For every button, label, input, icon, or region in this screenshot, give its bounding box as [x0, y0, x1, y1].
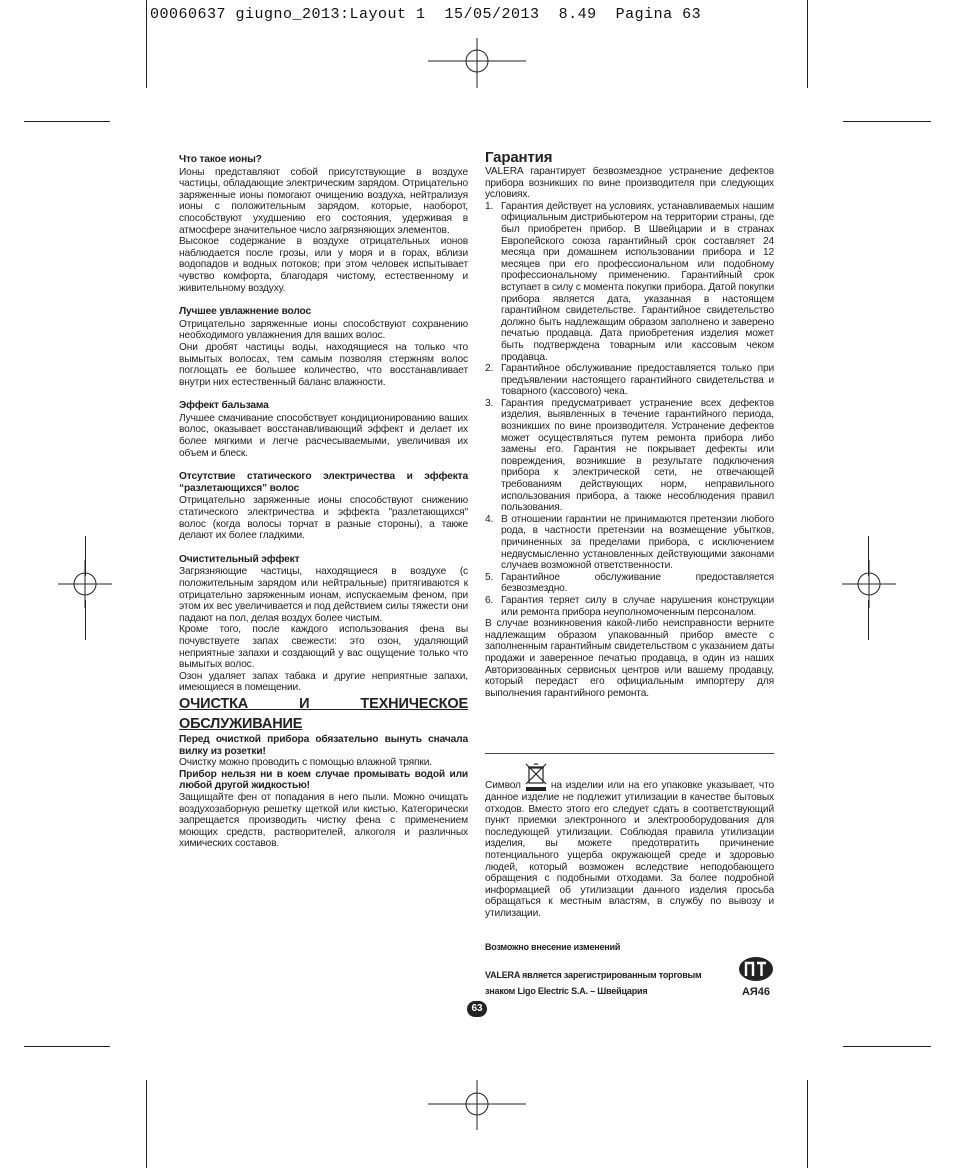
- paragraph: Очистку можно проводить с помощью влажной тряпки.: [179, 757, 432, 769]
- trademark-line: знаком Ligo Electric S.A. – Швейцария: [485, 986, 648, 996]
- paragraph: Кроме того, после каждого использования фена вы почувствуете запах свежести: это озон, удаляющий неприятные запахи и создающий у вас ощущение только что вымытых волос.: [179, 624, 468, 671]
- section-heading: Очистительный эффект: [179, 553, 300, 565]
- list-item: 1. Гарантия действует на условиях, устанавливаемых нашим официальным дистрибьютером на территории страны, где был приобретен прибор. В Швейцарии и в странах Европейского союза гарантийный срок составляет 24 месяца при домашнем использовании прибора и 12 месяцев при его профессиональном или подобному профессиональному применению. Гарантийный срок вступает в силу с момента покупки прибора. Датой покупки прибора является дата, указанная в настоящем гарантийном свидетельстве. Гарантийное свидетельство должно быть надлежащим образом заполнено и заверено печатью продавца. Дата приобретения изделия может быть подтверждена товарным или кассовым чеком продавца.: [485, 200, 775, 363]
- left-column: [179, 154, 468, 850]
- crossed-bin-icon: [524, 762, 548, 792]
- right-column: [485, 150, 774, 699]
- paragraph: Они дробят частицы воды, находящиеся на только что вымытых волосах, тем самым позволяя стержням волос поглощать ее большее количество, что восстанавливает внутри них естественный баланс влажности.: [179, 341, 468, 388]
- registration-mark-icon: [58, 560, 112, 608]
- disposal-notice: Символ на изделии или на его упаковке указывает, что данное изделие не подлежит утилизации в качестве бытовых отходов. Вместо этого его следует сдать в соответствующий пункт приемки электронного и электрооборудования для последующей утилизации. Соблюдая правила утилизации изделия, вы можете предотвратить причинение потенциального ущерба окружающей среде и здоровью людей, который возможен вследствие неподобающего обращения с подобными отходами. За более подробной информацией об утилизации данного изделия просьба обращаться к местным властям, в службу по вывозу и утилизации.: [485, 762, 774, 920]
- list-item: 3. Гарантия предусматривает устранение всех дефектов изделия, выявленных в течение гарантийного периода, возникших по вине производителя. Устранение дефектов может осуществляться путем ремонта прибора либо замены его. Гарантия не покрывает дефекты или повреждения, возникшие в результате подключения прибора к электрической сети, не отвечающей требованиям действующих норм, неправильного использования прибора, а также несоблюдения правил пользования.: [485, 397, 774, 514]
- section-heading: Отсутствие статического электричества и эффекта “разлетающихся” волос: [179, 471, 468, 494]
- divider: [485, 753, 774, 754]
- crop-mark: [807, 0, 808, 88]
- warning-text: Перед очисткой прибора обязательно вынуть сначала вилку из розетки!: [179, 733, 468, 757]
- paragraph: Лучшее смачивание способствует кондиционированию ваших волос, оказывает восстанавливающий эффект и делает их более мягкими и легче расчесываемыми, увеличивая их объем и блеск.: [179, 412, 468, 459]
- warning-text: Прибор нельзя ни в коем случае промывать водой или любой другой жидкостью!: [179, 768, 468, 792]
- paragraph: Отрицательно заряженные ионы способствуют снижению статического электричества и эффекта "разлетающихся" волос (когда волосы торчат в разные стороны), а также делают их более гладкими.: [179, 495, 468, 542]
- list-item: 5. Гарантийное обслуживание предоставляется безвозмездно.: [485, 571, 774, 595]
- warranty-intro: VALERA гарантирует безвозмездное устранение дефектов прибора возникших по вине производителя при следующих условиях.: [485, 166, 774, 201]
- certification-mark: [738, 956, 774, 998]
- trademark-line: VALERA является зарегистрированным торговым: [485, 970, 702, 980]
- section-heading: Эффект бальзама: [179, 400, 269, 412]
- registration-mark-icon: [428, 38, 526, 88]
- paragraph: Отрицательно заряженные ионы способствуют сохранению необходимого увлажнения для ваших волос.: [179, 318, 468, 342]
- crop-mark: [843, 121, 931, 122]
- cleaning-heading: ОЧИСТКА И ТЕХНИЧЕСКОЕ ОБСЛУЖИВАНИЕ: [179, 695, 468, 732]
- print-slug: 00060637 giugno_2013:Layout 1 15/05/2013 8.49 Pagina 63: [150, 6, 702, 23]
- warranty-closing: В случае возникновения какой-либо неисправности верните надлежащим образом упакованный прибор вместе с заполненным гарантийным свидетельством с указанием даты продажи и заверенное печатью продавца, в один из наших Авторизованных сервисных центров или вашему продавцу, который передаст его официальным импортеру для выполнения гарантийного ремонта.: [485, 618, 774, 699]
- crop-mark: [24, 1046, 110, 1047]
- warranty-title: Гарантия: [485, 149, 553, 166]
- crop-mark: [146, 0, 147, 88]
- cert-code: АЯ46: [741, 986, 771, 998]
- paragraph: Ионы представляют собой присутствующие в воздухе частицы, обладающие электрическим зарядом. Отрицательно заряженные ионы помогают очищению воздуха, нейтрализуя ионы с положительным зарядом, которые, наоборот, способствуют ухудшению его состояния, удерживая в атмосфере значительное число загрязняющих элементов.: [179, 166, 468, 236]
- pct-certification-icon: [738, 956, 774, 982]
- registration-mark-icon: [428, 1080, 526, 1130]
- paragraph: Высокое содержание в воздухе отрицательных ионов наблюдается после грозы, или у моря и в горах, вблизи водопадов и водных потоков; при этом человек испытывает чувство комфорта, благодаря чистому, естественному и живительному воздуху.: [179, 236, 468, 294]
- crop-mark: [807, 1080, 808, 1168]
- list-item: 2. Гарантийное обслуживание предоставляется только при предъявлении настоящего гарантийного свидетельства и товарного (кассового) чека.: [485, 363, 774, 398]
- paragraph: Защищайте фен от попадания в него пыли. Можно очищать воздухозаборную решетку щеткой или кистью. Категорически запрещается производить чистку фена с применением моющих средств, растворителей, алкоголя и различных химических составов.: [179, 791, 468, 850]
- list-item: 6. Гарантия теряет силу в случае нарушения конструкции или ремонта прибора неуполномоченным персоналом.: [485, 594, 774, 618]
- crop-mark: [24, 121, 110, 122]
- paragraph: Озон удаляет запах табака и другие неприятные запахи, имеющиеся в помещении.: [179, 670, 468, 694]
- page-number: 63: [467, 1001, 487, 1017]
- registration-mark-icon: [842, 560, 896, 608]
- crop-mark: [146, 1080, 147, 1168]
- section-heading: Лучшее увлажнение волос: [179, 306, 312, 318]
- crop-mark: [843, 1046, 931, 1047]
- warranty-list: [485, 201, 774, 618]
- list-item: 4. В отношении гарантии не принимаются претензии любого рода, в частности претензии на возмещение убытков, причиненных за пределами прибора, с исключением недвусмысленно установленных действующими законами случаев возможной ответственности.: [485, 513, 774, 572]
- section-heading: Что такое ионы?: [179, 154, 262, 165]
- paragraph: Загрязняющие частицы, находящиеся в воздухе (с положительным зарядом или нейтральные) притягиваются к отрицательно заряженным ионам, испускаемым феном, при этом их вес увеличивается и под действием силы тяжести они падают на пол, делая воздух более чистым.: [179, 566, 468, 624]
- changes-note: Возможно внесение изменений: [485, 942, 621, 952]
